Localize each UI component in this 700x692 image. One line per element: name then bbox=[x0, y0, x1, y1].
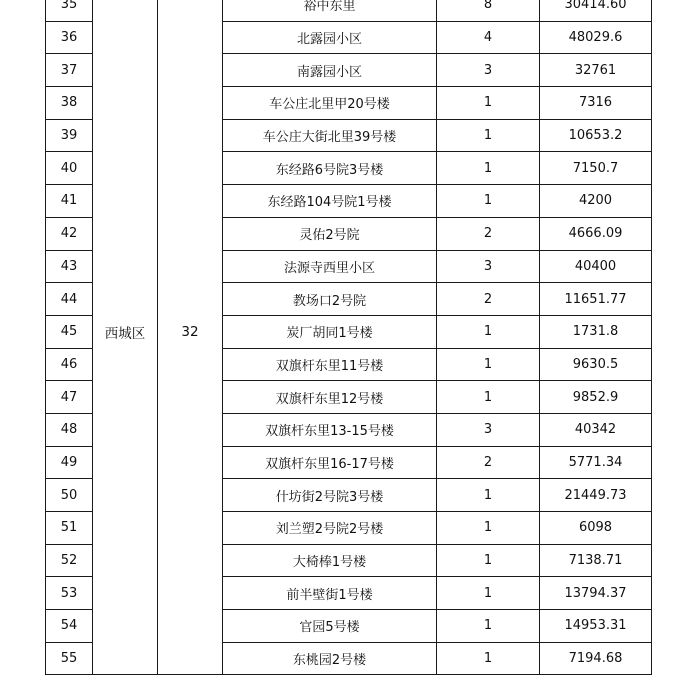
row-number: 41 bbox=[46, 185, 93, 218]
community-name: 南露园小区 bbox=[223, 54, 437, 87]
row-number: 46 bbox=[46, 348, 93, 381]
building-area: 13794.37 bbox=[540, 577, 652, 610]
row-number: 39 bbox=[46, 119, 93, 152]
building-count: 1 bbox=[437, 544, 540, 577]
community-name: 大椅棒1号楼 bbox=[223, 544, 437, 577]
community-name: 刘兰塑2号院2号楼 bbox=[223, 512, 437, 545]
row-number: 38 bbox=[46, 87, 93, 120]
building-area: 1731.8 bbox=[540, 315, 652, 348]
district-count-cell: 32 bbox=[158, 0, 223, 675]
building-count: 8 bbox=[437, 0, 540, 21]
community-name: 法源寺西里小区 bbox=[223, 250, 437, 283]
table-body bbox=[46, 0, 652, 675]
row-number: 55 bbox=[46, 642, 93, 675]
row-number: 49 bbox=[46, 446, 93, 479]
building-area: 30414.60 bbox=[540, 0, 652, 21]
building-count: 3 bbox=[437, 250, 540, 283]
building-area: 7138.71 bbox=[540, 544, 652, 577]
community-name: 北露园小区 bbox=[223, 21, 437, 54]
building-area: 7194.68 bbox=[540, 642, 652, 675]
building-count: 2 bbox=[437, 283, 540, 316]
community-name: 教场口2号院 bbox=[223, 283, 437, 316]
building-count: 1 bbox=[437, 610, 540, 643]
community-name: 东经路104号院1号楼 bbox=[223, 185, 437, 218]
community-name: 东桃园2号楼 bbox=[223, 642, 437, 675]
community-name: 裕中东里 bbox=[223, 0, 437, 21]
row-number: 36 bbox=[46, 21, 93, 54]
building-area: 4666.09 bbox=[540, 217, 652, 250]
row-number: 48 bbox=[46, 413, 93, 446]
building-area: 5771.34 bbox=[540, 446, 652, 479]
community-name: 什坊街2号院3号楼 bbox=[223, 479, 437, 512]
building-area: 32761 bbox=[540, 54, 652, 87]
community-name: 灵佑2号院 bbox=[223, 217, 437, 250]
row-number: 37 bbox=[46, 54, 93, 87]
building-area: 40342 bbox=[540, 413, 652, 446]
building-count: 1 bbox=[437, 315, 540, 348]
building-area: 7316 bbox=[540, 87, 652, 120]
row-number: 43 bbox=[46, 250, 93, 283]
row-number: 40 bbox=[46, 152, 93, 185]
row-number: 53 bbox=[46, 577, 93, 610]
row-number: 35 bbox=[46, 0, 93, 21]
building-count: 1 bbox=[437, 119, 540, 152]
row-number: 45 bbox=[46, 315, 93, 348]
building-count: 1 bbox=[437, 577, 540, 610]
community-name: 双旗杆东里11号楼 bbox=[223, 348, 437, 381]
building-count: 1 bbox=[437, 381, 540, 414]
table-row bbox=[46, 0, 652, 21]
building-count: 1 bbox=[437, 479, 540, 512]
community-table bbox=[45, 0, 652, 675]
row-number: 42 bbox=[46, 217, 93, 250]
building-area: 21449.73 bbox=[540, 479, 652, 512]
community-name: 双旗杆东里12号楼 bbox=[223, 381, 437, 414]
row-number: 54 bbox=[46, 610, 93, 643]
row-number: 51 bbox=[46, 512, 93, 545]
building-area: 4200 bbox=[540, 185, 652, 218]
building-area: 40400 bbox=[540, 250, 652, 283]
building-count: 3 bbox=[437, 54, 540, 87]
building-count: 1 bbox=[437, 152, 540, 185]
building-area: 7150.7 bbox=[540, 152, 652, 185]
row-number: 52 bbox=[46, 544, 93, 577]
building-count: 3 bbox=[437, 413, 540, 446]
building-area: 6098 bbox=[540, 512, 652, 545]
building-count: 1 bbox=[437, 642, 540, 675]
building-count: 4 bbox=[437, 21, 540, 54]
community-name: 东经路6号院3号楼 bbox=[223, 152, 437, 185]
building-count: 2 bbox=[437, 217, 540, 250]
building-area: 11651.77 bbox=[540, 283, 652, 316]
building-count: 2 bbox=[437, 446, 540, 479]
building-area: 14953.31 bbox=[540, 610, 652, 643]
row-number: 47 bbox=[46, 381, 93, 414]
row-number: 50 bbox=[46, 479, 93, 512]
community-name: 前半壁街1号楼 bbox=[223, 577, 437, 610]
building-area: 10653.2 bbox=[540, 119, 652, 152]
building-area: 9630.5 bbox=[540, 348, 652, 381]
building-count: 1 bbox=[437, 87, 540, 120]
community-name: 双旗杆东里13-15号楼 bbox=[223, 413, 437, 446]
community-name: 车公庄大街北里39号楼 bbox=[223, 119, 437, 152]
building-count: 1 bbox=[437, 185, 540, 218]
building-area: 9852.9 bbox=[540, 381, 652, 414]
row-number: 44 bbox=[46, 283, 93, 316]
district-cell: 西城区 bbox=[93, 0, 158, 675]
building-count: 1 bbox=[437, 512, 540, 545]
community-name: 炭厂胡同1号楼 bbox=[223, 315, 437, 348]
community-name: 双旗杆东里16-17号楼 bbox=[223, 446, 437, 479]
building-area: 48029.6 bbox=[540, 21, 652, 54]
community-name: 官园5号楼 bbox=[223, 610, 437, 643]
community-name: 车公庄北里甲20号楼 bbox=[223, 87, 437, 120]
building-count: 1 bbox=[437, 348, 540, 381]
